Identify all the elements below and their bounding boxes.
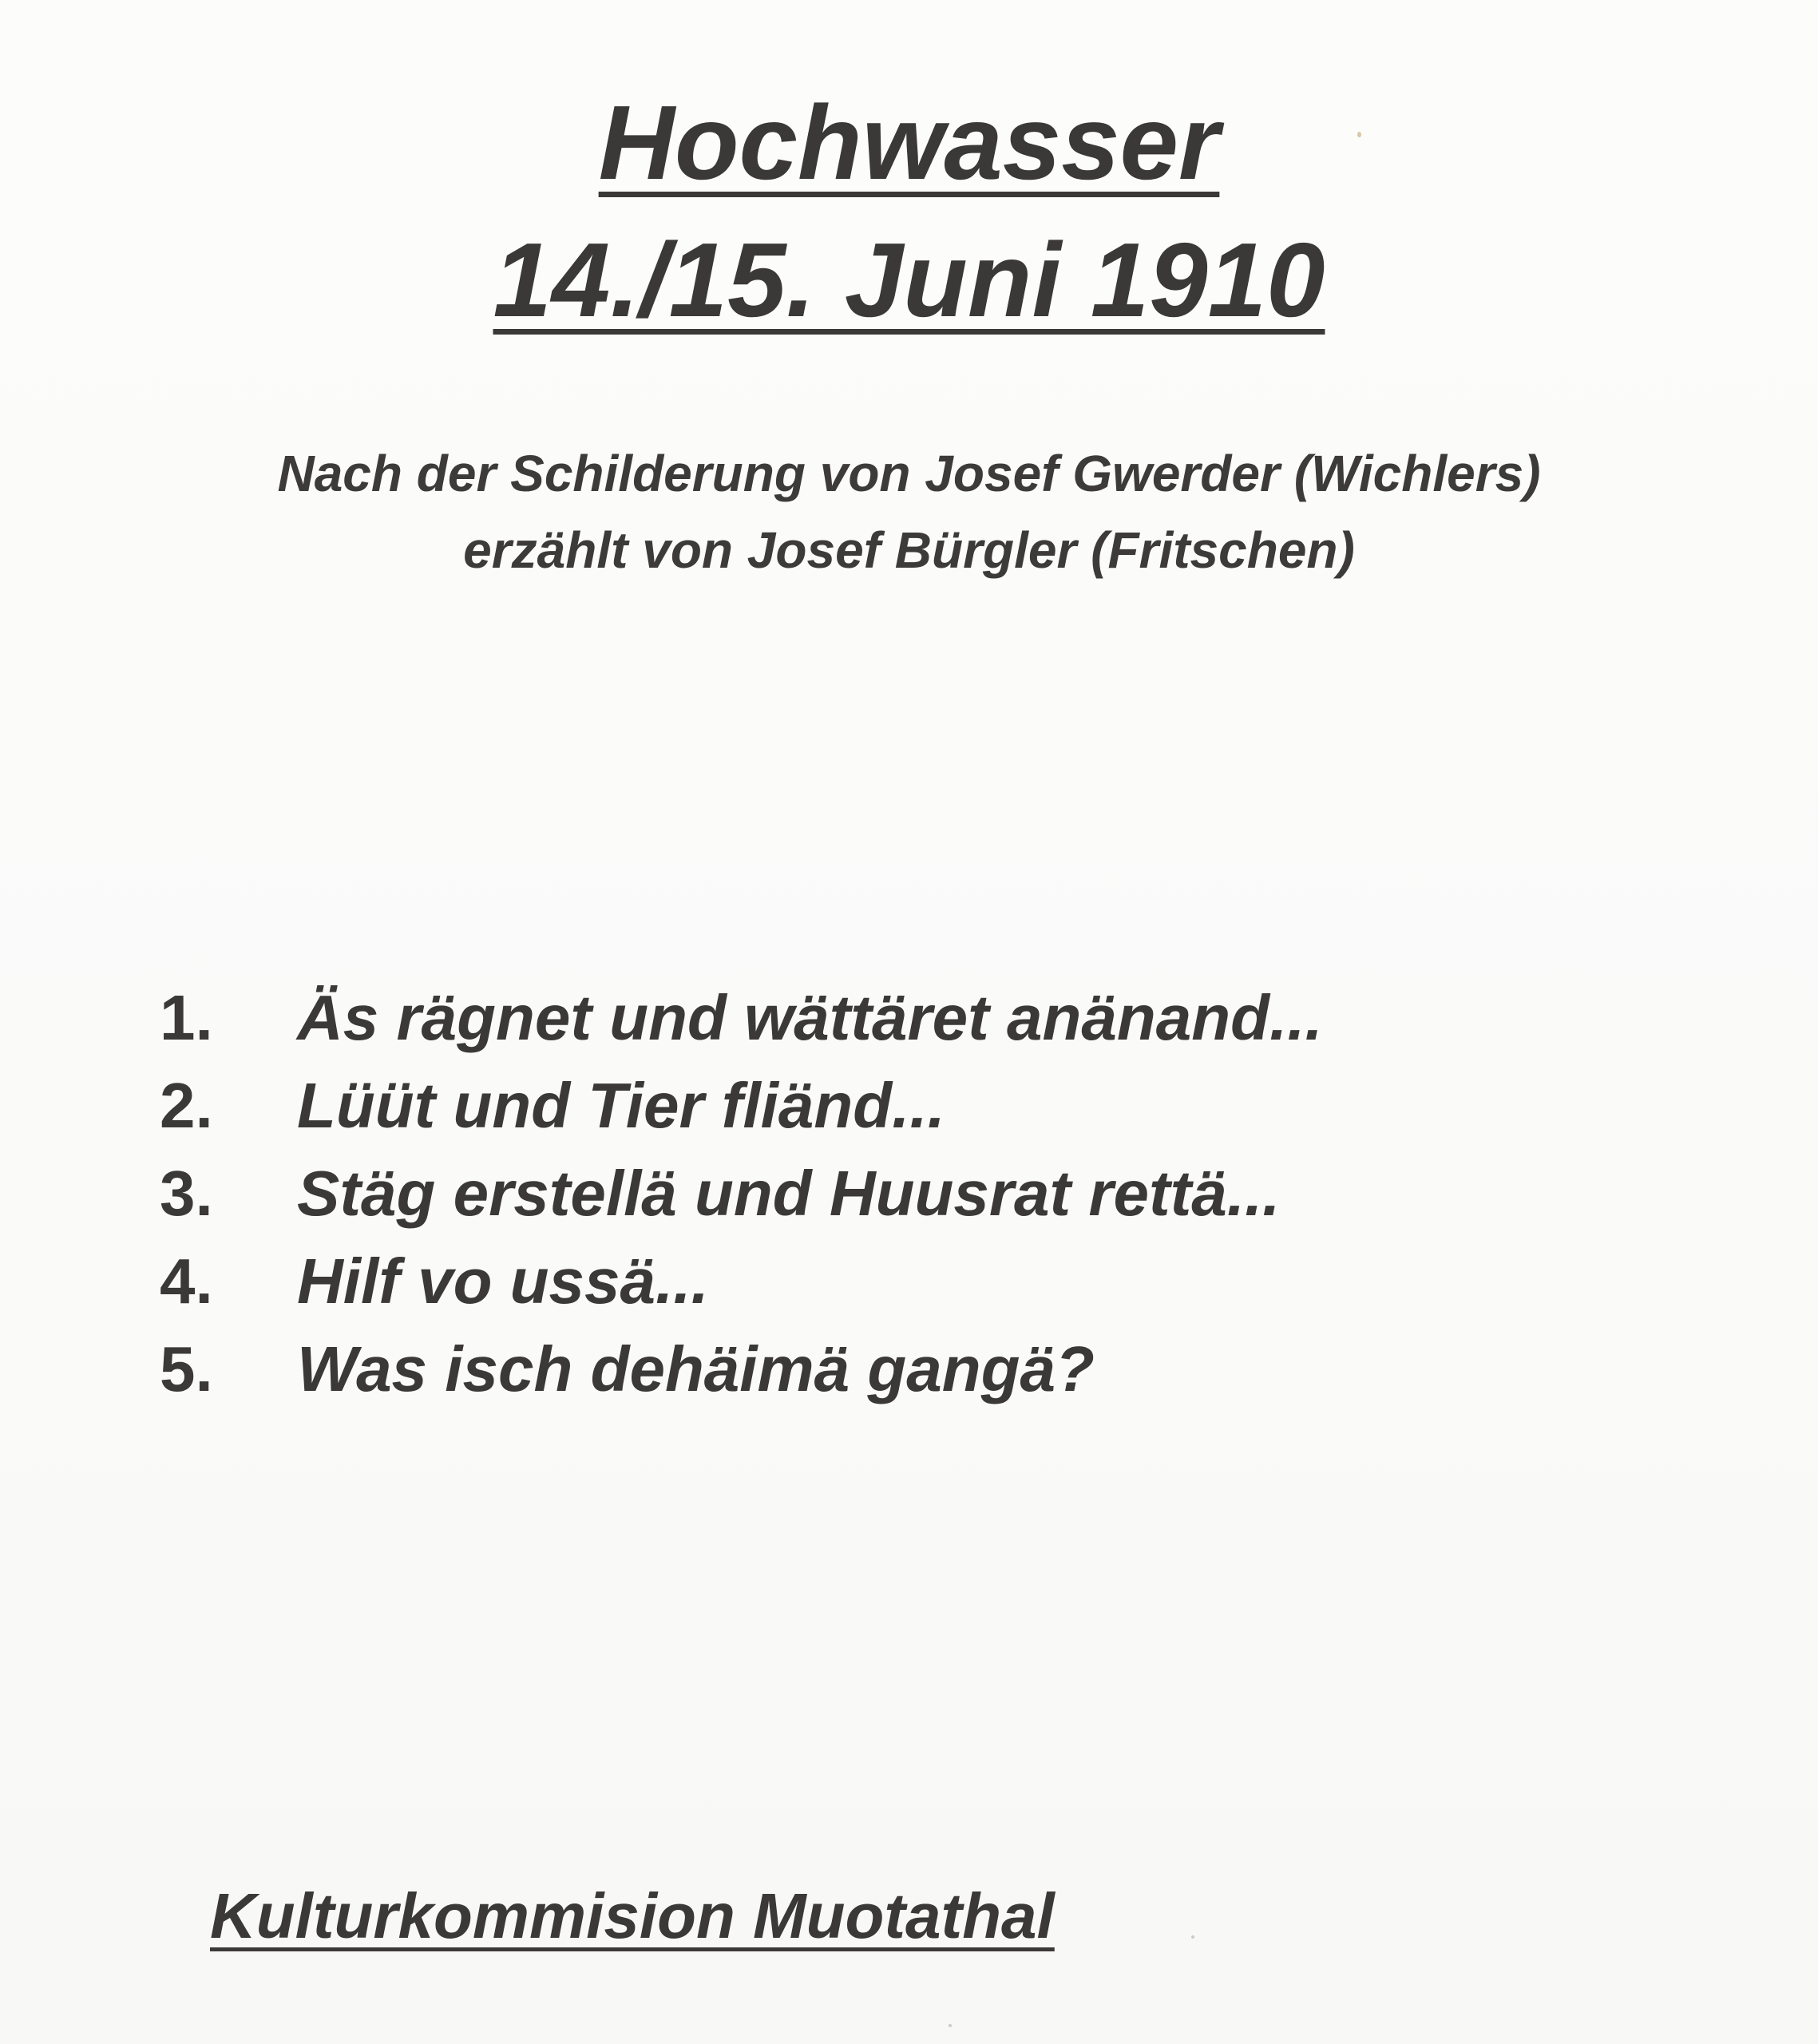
document-title: Hochwasser xyxy=(598,84,1220,201)
list-item xyxy=(160,1150,1323,1238)
list-item-number: 1. xyxy=(160,982,213,1053)
document-date: 14./15. Juni 1910 xyxy=(493,221,1325,339)
subtitle-block xyxy=(0,435,1818,588)
paper-speck xyxy=(949,2024,952,2027)
list-item-text: Lüüt und Tier fliänd... xyxy=(297,1070,945,1141)
list-item xyxy=(160,1325,1323,1413)
subtitle-line-source: Nach der Schilderung von Josef Gwerder (Wichlers) xyxy=(277,445,1541,502)
list-item-number: 4. xyxy=(160,1246,213,1317)
paper-speck xyxy=(1191,1935,1194,1939)
subtitle-line-narrator: erzählt von Josef Bürgler (Fritschen) xyxy=(463,521,1355,579)
list-item-number: 2. xyxy=(160,1070,213,1141)
list-item-text: Hilf vo ussä... xyxy=(297,1246,709,1317)
list-item-number: 3. xyxy=(160,1158,213,1229)
list-item xyxy=(160,1062,1323,1150)
list-item-text: Äs rägnet und wättäret anänand... xyxy=(297,982,1323,1053)
chapter-list xyxy=(160,974,1323,1413)
footer-organization: Kulturkommision Muotathal xyxy=(210,1880,1055,1951)
list-item xyxy=(160,1238,1323,1325)
list-item-text: Was isch dehäimä gangä? xyxy=(297,1333,1095,1404)
list-item-number: 5. xyxy=(160,1333,213,1404)
title-block xyxy=(0,80,1818,343)
list-item xyxy=(160,974,1323,1062)
list-item-text: Stäg erstellä und Huusrat rettä... xyxy=(297,1158,1281,1229)
paper-speck xyxy=(1357,132,1361,137)
